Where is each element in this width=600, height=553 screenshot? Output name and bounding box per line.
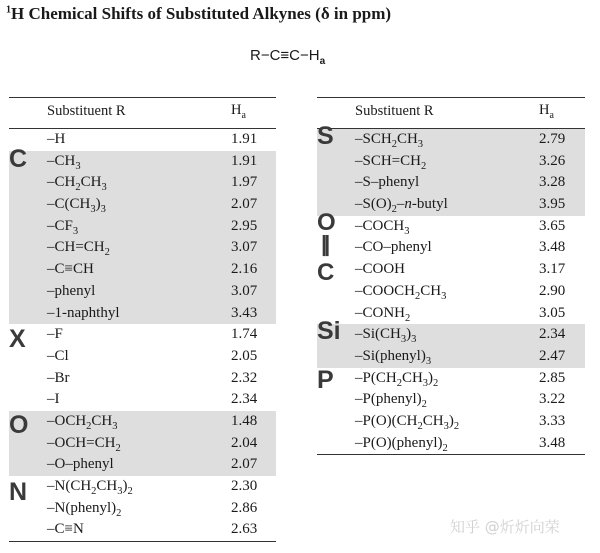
shift-cell: 2.95 [231,217,258,234]
substituent-cell: –COOH [355,261,406,278]
table-row [9,129,276,151]
shift-cell: 1.91 [231,152,258,169]
shift-cell: 2.34 [539,326,566,343]
right-rows [317,129,585,454]
table-row [9,281,276,303]
table-row [317,129,585,151]
shift-cell: 3.33 [539,412,566,429]
title-superscript: 1 [6,4,11,16]
table-row [317,389,585,411]
group-label-carbonyl-c: C [317,259,335,286]
shift-cell: 3.07 [231,239,258,256]
shift-cell: 2.34 [231,391,258,408]
table-bottom-rule [317,454,585,455]
shift-cell: 2.32 [231,369,258,386]
substituent-cell: –C≡CH [47,261,94,278]
substituent-cell: $-CH_2CH_3$ [47,174,107,194]
substituent-cell: $-CH=CH_2$ [47,239,110,259]
substituent-cell: $-P(phenyl)_2$ [355,391,427,411]
table-row [317,151,585,173]
shift-cell: 3.05 [539,304,566,321]
shift-cell: 3.17 [539,261,566,278]
substituent-cell: –H [47,131,66,147]
substituent-cell: –CO–phenyl [355,239,432,256]
alkyne-formula [250,47,325,67]
right-shift-table [317,97,585,455]
substituent-cell: $-COCH_3$ [355,217,410,237]
group-label-nitrogen: N [9,478,28,506]
shift-cell: 2.07 [231,456,258,473]
table-row [9,259,276,281]
table-row [317,324,585,346]
title-text: H Chemical Shifts of Substituted Alkynes (δ in ppm) [11,4,392,23]
table-row [317,281,585,303]
group-label-halogen: X [9,325,26,353]
substituent-cell: –O–phenyl [47,456,114,473]
shift-cell: 3.43 [231,304,258,321]
table-row [9,498,276,520]
header-substituent: Substituent R [47,103,126,119]
shift-cell: 3.48 [539,434,566,451]
shift-cell: 2.85 [539,369,566,386]
group-label-oxygen: O [9,411,29,439]
shift-cell: 2.47 [539,347,566,364]
group-label-phosphorus: P [317,366,334,394]
substituent-cell: $-COOCH_2CH_3$ [355,282,447,302]
formula-subscript: a [319,56,326,67]
shift-cell: 2.04 [231,434,258,451]
group-label-sulfur: S [317,122,334,150]
substituent-cell: –Br [47,369,70,386]
shift-cell: 3.07 [231,282,258,299]
table-row [317,346,585,368]
substituent-cell: –1-naphthyl [47,304,120,321]
shift-cell: 1.97 [231,174,258,191]
substituent-cell: $-P(O)(CH_2CH_3)_2$ [355,412,460,432]
table-row [9,454,276,476]
table-row [317,216,585,238]
shift-cell: 3.28 [539,174,566,191]
substituent-cell: $-C(CH_3)_3$ [47,196,106,216]
table-row [317,303,585,325]
table-row [9,368,276,390]
table-row [317,368,585,390]
table-row [317,172,585,194]
left-rows [9,129,276,541]
substituent-cell: –C≡N [47,521,84,538]
group-label-silicon: Si [317,317,341,345]
shift-cell: 3.95 [539,196,566,213]
substituent-cell: –S–phenyl [355,174,420,191]
formula-main: R−C≡C−H [250,47,320,64]
substituent-cell: $-CH_3$ [47,152,81,172]
shift-cell: 2.86 [231,499,258,516]
substituent-cell: –Cl [47,347,69,364]
table-row [9,346,276,368]
table-row [9,411,276,433]
shift-cell: 1.91 [231,131,258,147]
shift-cell: 3.22 [539,391,566,408]
left-shift-table [9,97,276,542]
substituent-cell: $-OCH_2CH_3$ [47,412,118,432]
substituent-cell: $-P(O)(phenyl)_2$ [355,434,448,454]
substituent-cell: $-N(CH_2CH_3)_2$ [47,478,133,497]
substituent-cell: $-CF_3$ [47,217,79,237]
table-row [9,237,276,259]
substituent-cell: $-SCH=CH_2$ [355,152,427,172]
table-header [317,98,585,128]
shift-cell: 3.48 [539,239,566,256]
table-row [9,172,276,194]
substituent-cell: $-CONH_2$ [355,304,411,324]
header-shift-base: H [539,102,550,118]
substituent-cell: –F [47,326,63,343]
table-row [9,389,276,411]
table-row [9,303,276,325]
shift-cell: 2.90 [539,282,566,299]
header-shift-sub: a [241,109,246,121]
substituent-cell: $-N(phenyl)_2$ [47,499,122,519]
shift-cell: 1.74 [231,326,258,343]
watermark: 知乎 @炘炘向荣 [450,518,560,536]
shift-cell: 2.30 [231,478,258,494]
substituent-cell: –phenyl [47,282,96,299]
group-label-carbonyl-bond: || [321,231,328,256]
header-shift [539,102,554,121]
table-row [317,433,585,455]
shift-cell: 2.79 [539,131,566,147]
substituent-cell: $-P(CH_2CH_3)_2$ [355,369,439,389]
table-row [317,237,585,259]
shift-cell: 3.26 [539,152,566,169]
table-row [9,324,276,346]
substituent-cell: $-OCH=CH_2$ [47,434,121,454]
shift-cell: 1.48 [231,412,258,429]
table-row [9,519,276,541]
table-bottom-rule [9,541,276,542]
table-row [9,433,276,455]
table-row [9,476,276,498]
table-header [9,98,276,128]
header-shift-base: H [231,102,242,118]
table-row [9,194,276,216]
table-row [317,259,585,281]
substituent-cell: $-Si(CH_3)_3$ [355,326,417,346]
table-row [317,194,585,216]
group-label-carbon: C [9,145,28,173]
page-title [6,4,391,24]
substituent-cell: $-SCH_2CH_3$ [355,131,424,150]
header-substituent: Substituent R [355,103,434,119]
table-row [9,216,276,238]
group-label-carbonyl-o: O [317,209,336,236]
substituent-cell: $-Si(phenyl)_3$ [355,347,432,367]
table-row [9,151,276,173]
substituent-cell: $-S(O)_2-n$-butyl [355,196,448,216]
shift-cell: 2.05 [231,347,258,364]
shift-cell: 2.16 [231,261,258,278]
header-shift-sub: a [549,109,554,121]
shift-cell: 3.65 [539,217,566,234]
table-row [317,411,585,433]
substituent-cell: –I [47,391,60,408]
shift-cell: 2.63 [231,521,258,538]
header-shift [231,102,246,121]
shift-cell: 2.07 [231,196,258,213]
